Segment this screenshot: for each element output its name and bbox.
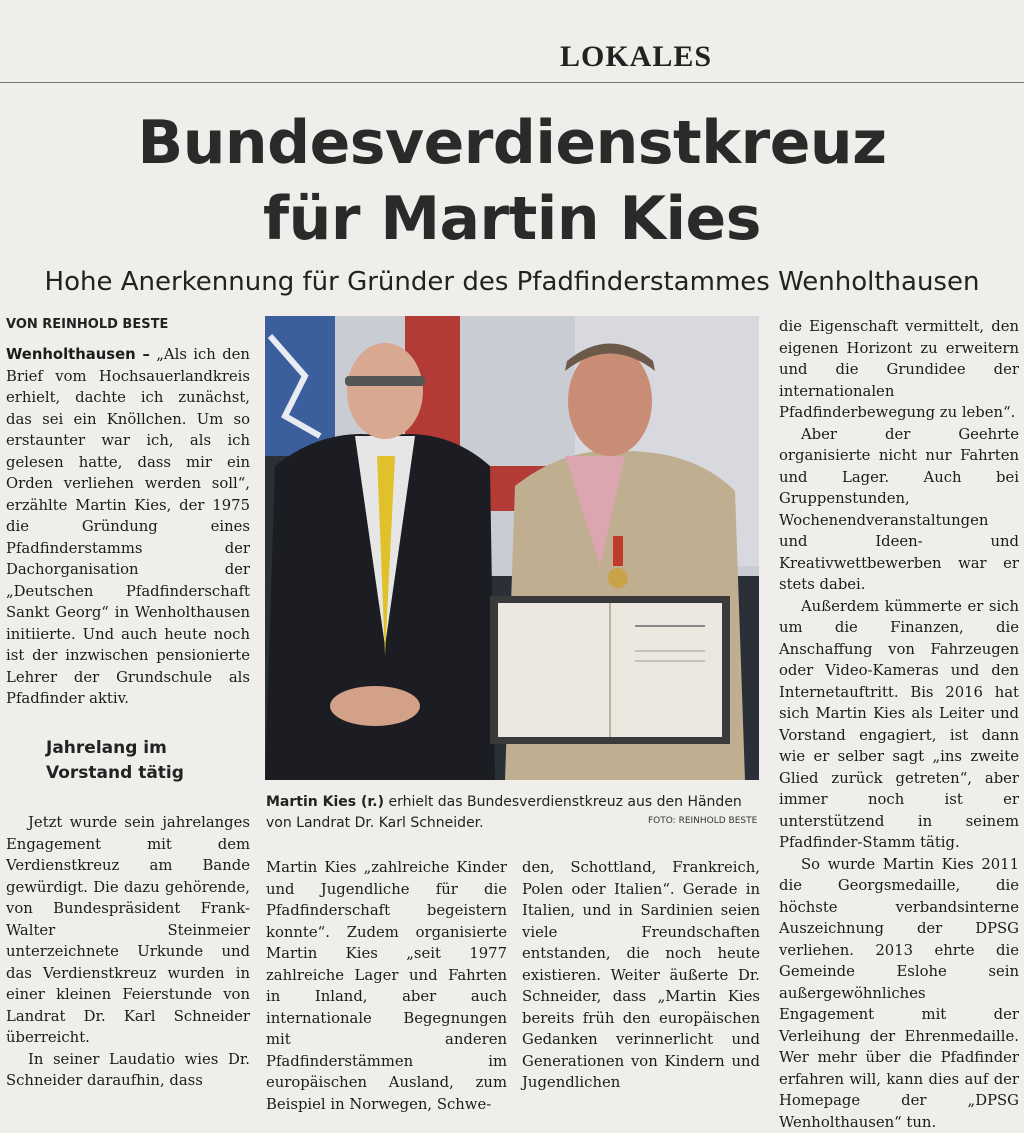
article-column-1-cont — [6, 812, 250, 1092]
paragraph-3: In seiner Laudatio wies Dr. Schneider daraufhin, dass — [6, 1049, 250, 1092]
paragraph-5: den, Schottland, Frankreich, Polen oder Italien“. Gerade in Italien, und in Sardinien seien viele Freundschaften entstanden, die noch heute existieren. Weiter äußerte Dr. Schneider, dass „Martin Kies bereits früh den europäischen Gedanken verinnerlicht und Generationen von Kindern und Jugendlichen — [522, 857, 760, 1094]
caption-text: erhielt das Bundesverdienstkreuz aus den Händen von Landrat Dr. Karl Schneider. — [266, 794, 742, 831]
paragraph-9: So wurde Martin Kies 2011 die Georgsmedaille, die höchste verbandsinterne Auszeichnung der DPSG verliehen. 2013 ehrte die Gemeinde Eslohe sein außergewöhnliches Engagement mit der Verleihung der Ehrenmedaille. Wer mehr über die Pfadfinder erfahren will, kann dies auf der Homepage der „DPSG Wenholthausen“ tun. — [779, 854, 1019, 1133]
subheadline: Hohe Anerkennung für Gründer des Pfadfinderstammes Wenholthausen — [0, 267, 1024, 297]
section-rule — [0, 82, 1024, 83]
headline-line-2: für Martin Kies — [0, 182, 1024, 256]
photo-award-ceremony — [265, 316, 759, 780]
photo-caption — [266, 792, 762, 834]
article-column-3 — [522, 857, 760, 1094]
article-column-2 — [266, 857, 507, 1115]
paragraph-7: Aber der Geehrte organisierte nicht nur Fahrten und Lager. Auch bei Gruppenstunden, Wochenendveranstaltungen und Ideen- und Kreativwettbewerben war er stets dabei. — [779, 424, 1019, 596]
article-column-4 — [779, 316, 1019, 1133]
headline-line-1: Bundesverdienstkreuz — [0, 106, 1024, 180]
paragraph-4: Martin Kies „zahlreiche Kinder und Jugendliche für die Pfadfinderschaft begeistern konnte“. Zudem organisierte Martin Kies „seit 1977 zahlreiche Lager und Fahrten in Inland, aber auch internationale Begegnungen mit anderen Pfadfinderstämmen im europäischen Ausland, zum Beispiel in Norwegen, Schwe- — [266, 857, 507, 1115]
byline: VON REINHOLD BESTE — [6, 317, 168, 332]
article-column-1 — [6, 344, 250, 710]
caption-name: Martin Kies (r.) — [266, 794, 384, 810]
dateline: Wenholthausen – — [6, 346, 150, 363]
photo-illustration — [265, 316, 759, 780]
paragraph-6: die Eigenschaft vermittelt, den eigenen Horizont zu erweitern und die Grundidee der internationalen Pfadfinderbewegung zu leben“. — [779, 316, 1019, 424]
paragraph-1: Wenholthausen – „Als ich den Brief vom Hochsauerlandkreis erhielt, dachte ich zunächst, das sei ein Knöllchen. Um so erstaunter war ich, als ich gelesen hatte, dass mir ein Orden verliehen werden soll“, erzählte Martin Kies, der 1975 die Gründung eines Pfadfinderstamms der Dachorganisation der „Deutschen Pfadfinderschaft Sankt Georg“ in Wenholthausen initiierte. Und auch heute noch ist der inzwischen pensionierte Lehrer der Grundschule als Pfadfinder aktiv. — [6, 344, 250, 710]
section-label: LOKALES — [560, 40, 712, 74]
paragraph-2: Jetzt wurde sein jahrelanges Engagement mit dem Verdienstkreuz am Bande gewürdigt. Die dazu gehörende, von Bundespräsident Frank-Walter Steinmeier unterzeichnete Urkunde und das Verdienstkreuz wurden in einer kleinen Feierstunde von Landrat Dr. Karl Schneider überreicht. — [6, 812, 250, 1049]
subheading: Jahrelang im Vorstand tätig — [46, 736, 246, 786]
paragraph-8: Außerdem kümmerte er sich um die Finanzen, die Anschaffung von Fahrzeugen oder Video-Kameras und den Internetauftritt. Bis 2016 hat sich Martin Kies als Leiter und Vorstand engagiert, ist dann wie er selber sagt „ins zweite Glied zurück getreten“, aber immer noch ist er unterstützend in seinem Pfadfinder-Stamm tätig. — [779, 596, 1019, 854]
photo-credit: FOTO: REINHOLD BESTE — [648, 816, 757, 826]
